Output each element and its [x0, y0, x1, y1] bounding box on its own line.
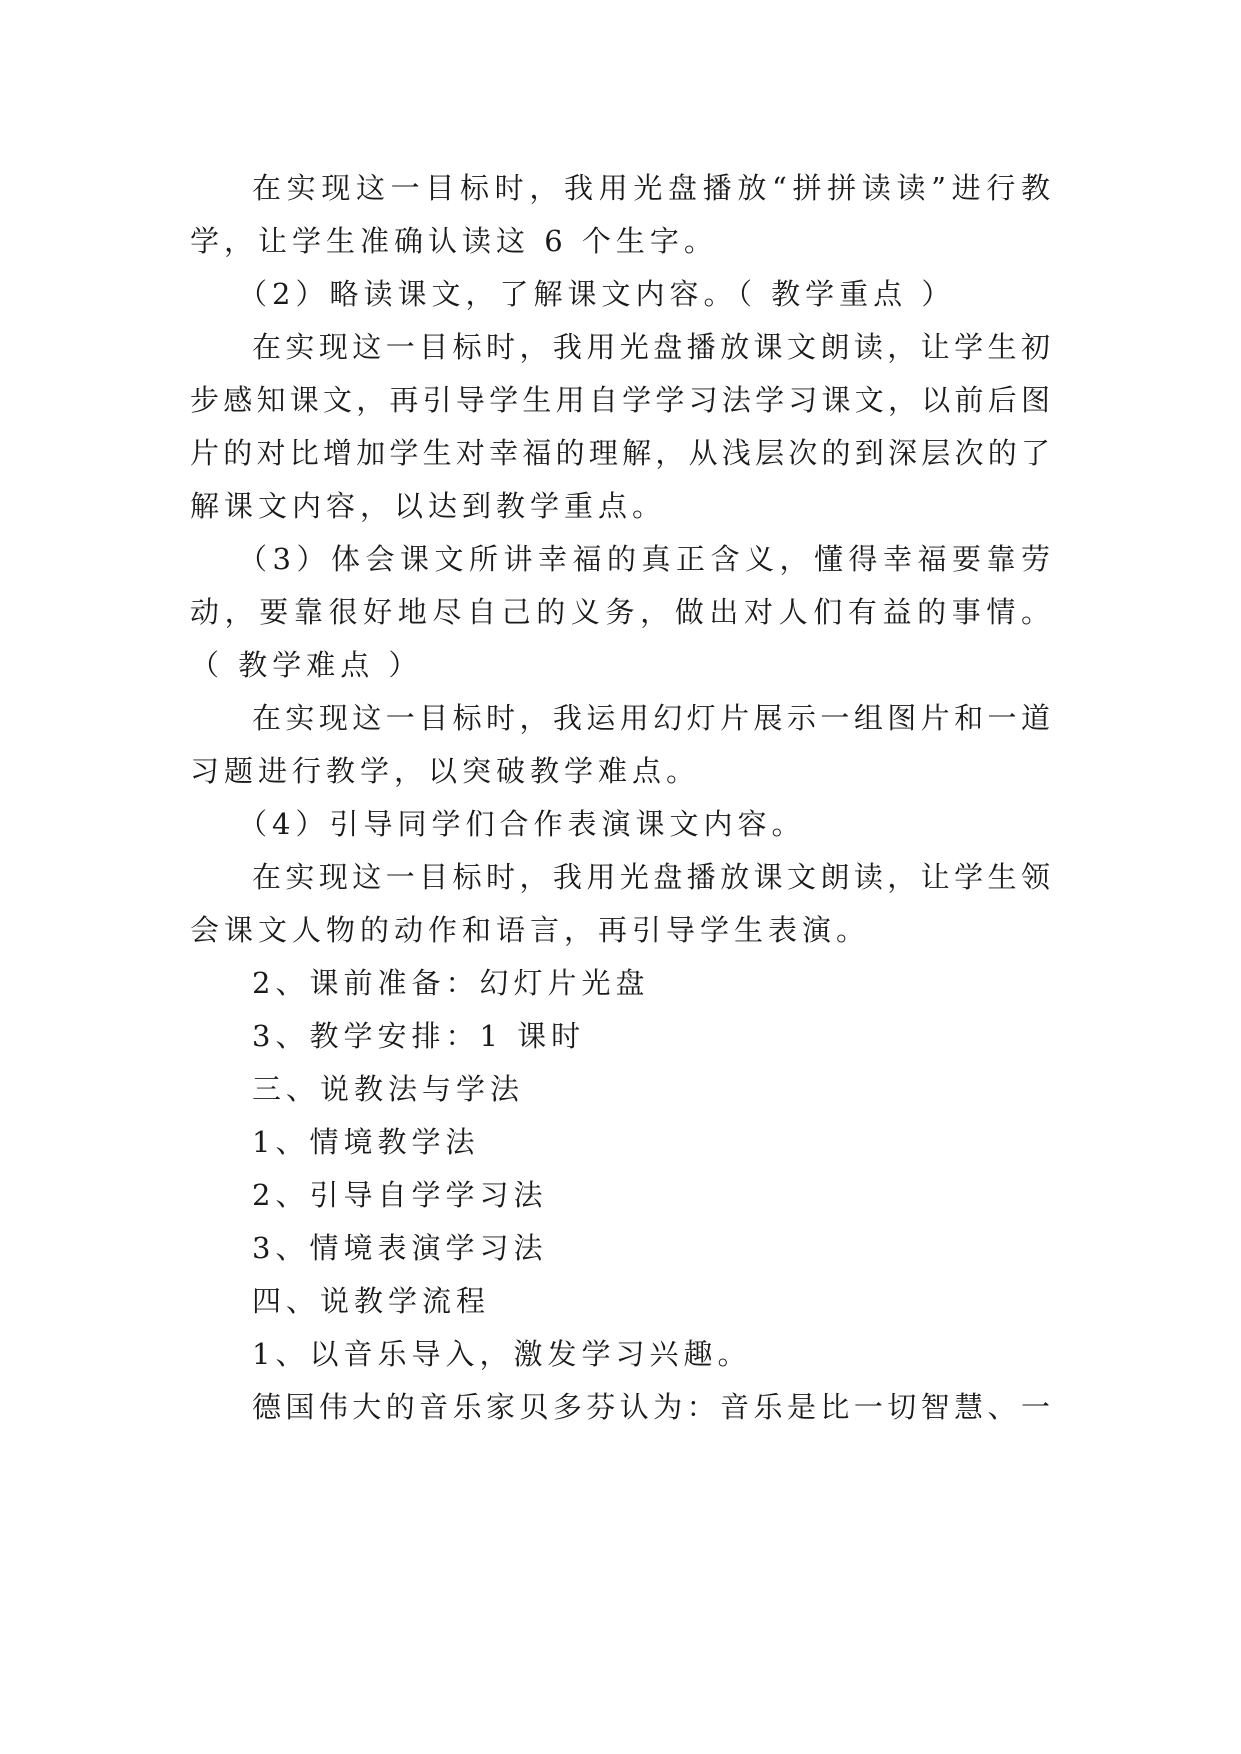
list-item-line: 3、情境表演学习法	[252, 1231, 548, 1265]
section-heading-line: （2）略读课文，了解课文内容。（ 教学重点 ）	[238, 277, 956, 311]
section-heading-line: 三、说教法与学法	[252, 1072, 525, 1106]
paragraph-line: 学，让学生准确认读这 6 个生字。	[190, 224, 718, 258]
paragraph-line: 德国伟大的音乐家贝多芬认为：音乐是比一切智慧、一	[252, 1390, 1050, 1424]
section-heading-line: 四、说教学流程	[252, 1284, 491, 1318]
paragraph-line: 在实现这一目标时，我用光盘播放课文朗读，让学生初	[252, 330, 1050, 364]
paragraph-line: 片的对比增加学生对幸福的理解，从浅层次的到深层次的了	[190, 436, 1050, 470]
paragraph-line: 在实现这一目标时，我用光盘播放课文朗读，让学生领	[252, 860, 1050, 894]
list-item-line: 1、以音乐导入，激发学习兴趣。	[252, 1337, 752, 1371]
list-item-line: 3、教学安排：1 课时	[252, 1019, 586, 1053]
paragraph-line: （ 教学难点 ）	[190, 648, 423, 682]
paragraph-line: 动，要靠很好地尽自己的义务，做出对人们有益的事情。	[190, 595, 1050, 629]
section-heading-line: （4）引导同学们合作表演课文内容。	[238, 807, 806, 841]
list-item-line: 2、课前准备：幻灯片光盘	[252, 966, 650, 1000]
paragraph-line: 解课文内容，以达到教学重点。	[190, 489, 667, 523]
paragraph-line: 会课文人物的动作和语言，再引导学生表演。	[190, 913, 871, 947]
paragraph-line: 在实现这一目标时，我用光盘播放“拼拼读读”进行教	[252, 171, 1050, 205]
list-item-line: 2、引导自学学习法	[252, 1178, 548, 1212]
list-item-line: 1、情境教学法	[252, 1125, 480, 1159]
paragraph-line: 在实现这一目标时，我运用幻灯片展示一组图片和一道	[252, 701, 1050, 735]
paragraph-line: 习题进行教学，以突破教学难点。	[190, 754, 701, 788]
paragraph-line: 步感知课文，再引导学生用自学学习法学习课文，以前后图	[190, 383, 1050, 417]
section-heading-line: （3）体会课文所讲幸福的真正含义，懂得幸福要靠劳	[238, 542, 1050, 576]
